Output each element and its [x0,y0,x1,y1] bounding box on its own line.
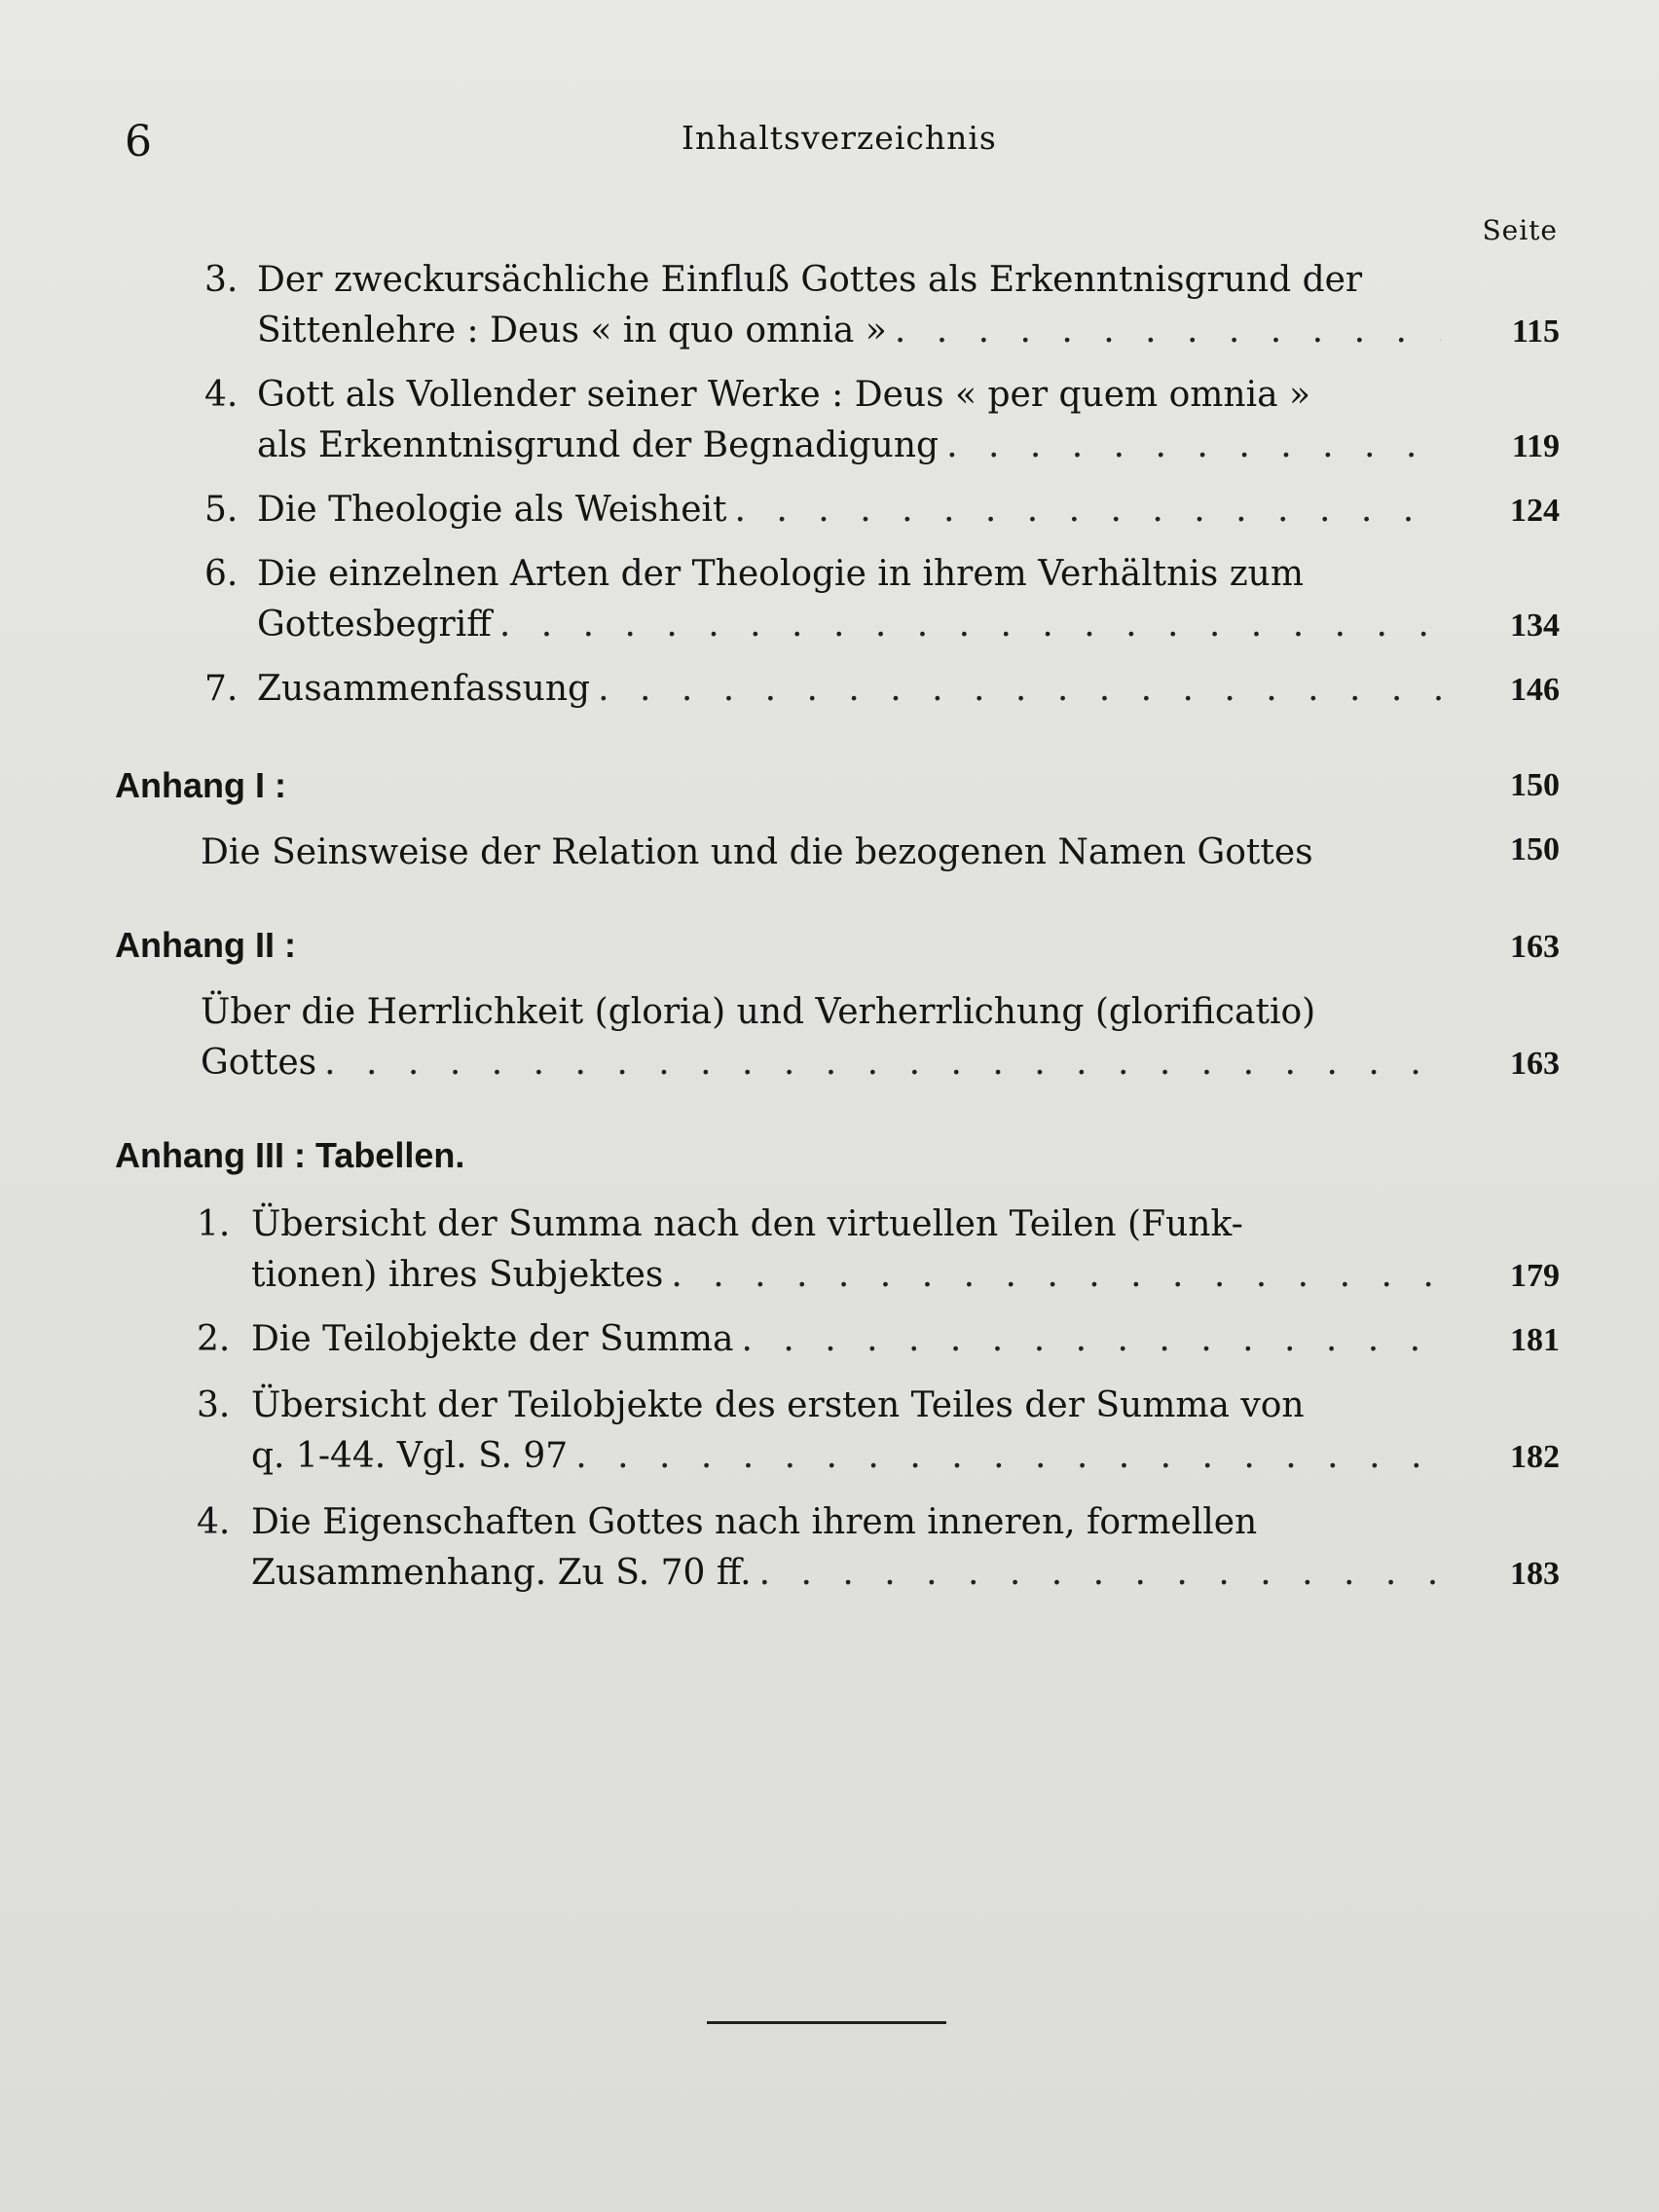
appendix-page-number: 163 [1510,929,1560,965]
entry-text-line: q. 1-44. Vgl. S. 97 [251,1436,569,1476]
entry-text-line: tionen) ihres Subjektes [251,1255,664,1295]
entry-text-line: Gott als Vollender seiner Werke : Deus « per quem omnia » [257,375,1311,415]
entry-text-line: Sittenlehre : Deus « in quo omnia » [257,311,887,350]
appendix-item-page-number: 163 [1510,1046,1560,1082]
entry-page-number: 179 [1510,1258,1560,1294]
entry-page-number: 115 [1511,313,1560,350]
leader-dots [598,664,1441,715]
page-number: 6 [125,117,152,166]
leader-dots [671,1250,1441,1301]
appendix-page-number: 150 [1510,767,1560,803]
entry-number: 5. [204,490,239,530]
entry-page-number: 181 [1510,1322,1560,1358]
appendix-item-text-line: Über die Herrlichkeit (gloria) und Verherrlichung (glorificatio) [201,992,1316,1032]
entry-number: 1. [197,1204,231,1244]
entry-text-line: Übersicht der Teilobjekte des ersten Teiles der Summa von [251,1385,1305,1425]
appendix-title: Anhang II : [115,925,296,965]
appendix-title: Anhang III : Tabellen. [115,1135,465,1175]
end-rule [707,2021,946,2024]
leader-dots [499,600,1441,650]
leader-dots [741,1314,1441,1365]
appendix-item-text-line: Gottes [201,1043,317,1083]
entry-text-line: Zusammenhang. Zu S. 70 ff. [251,1553,752,1593]
running-head: Inhaltsverzeichnis [682,119,997,157]
leader-dots [575,1431,1441,1482]
entry-text-line: Gottesbegriff [257,605,492,645]
entry-text-line: Der zweckursächliche Einfluß Gottes als Erkenntnisgrund der [257,260,1363,300]
entry-number: 3. [204,260,239,300]
entry-number: 2. [197,1319,231,1359]
entry-number: 4. [204,375,239,415]
appendix-title: Anhang I : [115,765,286,805]
entry-page-number: 119 [1511,428,1560,464]
entry-number: 6. [204,554,239,594]
entry-number: 7. [204,669,239,709]
leader-dots [895,306,1441,356]
leader-dots [759,1548,1441,1599]
appendix-item-text: Die Seinsweise der Relation und die bezogenen Namen Gottes [201,832,1313,872]
entry-text-line: Die Theologie als Weisheit [257,490,727,530]
leader-dots [735,485,1441,535]
entry-number: 3. [197,1385,231,1425]
entry-page-number: 124 [1510,493,1560,529]
entry-page-number: 146 [1510,672,1560,708]
entry-text-line: als Erkenntnisgrund der Begnadigung [257,425,940,465]
entry-page-number: 183 [1510,1556,1560,1592]
entry-number: 4. [197,1502,231,1542]
entry-text-line: Zusammenfassung [257,669,591,709]
seite-label: Seite [1482,214,1558,246]
entry-text-line: Übersicht der Summa nach den virtuellen Teilen (Funk- [251,1204,1243,1244]
entry-text-line: Die Teilobjekte der Summa [251,1319,734,1359]
entry-text-line: Die einzelnen Arten der Theologie in ihrem Verhältnis zum [257,554,1304,594]
entry-page-number: 134 [1510,608,1560,644]
entry-text-line: Die Eigenschaften Gottes nach ihrem inneren, formellen [251,1502,1258,1542]
leader-dots [946,421,1441,471]
entry-page-number: 182 [1510,1439,1560,1475]
leader-dots [324,1038,1441,1088]
appendix-item-page-number: 150 [1510,831,1560,867]
